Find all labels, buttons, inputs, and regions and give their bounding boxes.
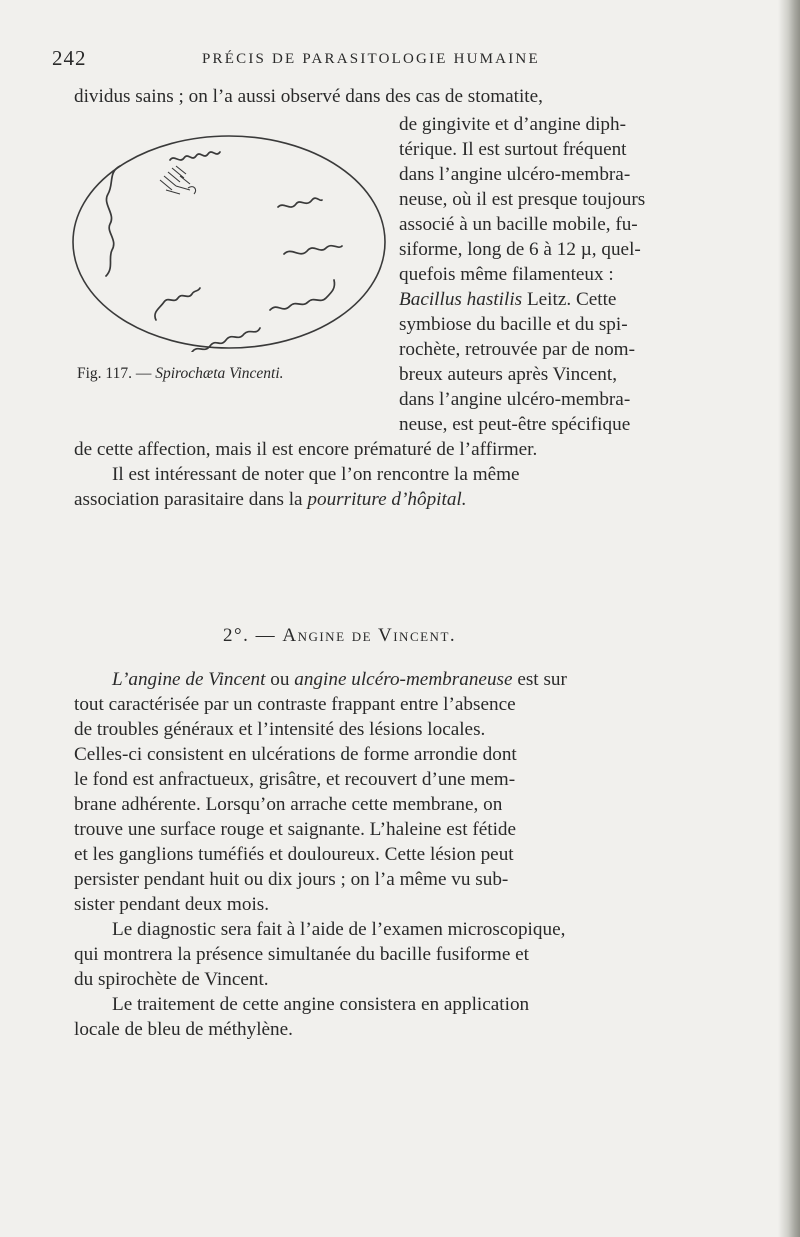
spirochete-middle-right xyxy=(284,246,342,254)
text-span: association parasitaire dans la xyxy=(74,489,308,510)
text-line: et les ganglions tuméfiés et douloureux. Cette lésion peut xyxy=(74,844,514,865)
page-edge-shadow xyxy=(778,0,800,1237)
text-line: locale de bleu de méthylène. xyxy=(74,1019,293,1040)
text-line: dividus sains ; on l’a aussi observé dans des cas de stomatite, xyxy=(74,86,543,107)
section-heading xyxy=(223,625,456,647)
text-line: de gingivite et d’angine diph- xyxy=(399,114,626,135)
spirochete-left xyxy=(155,288,200,320)
text-line: associé à un bacille mobile, fu- xyxy=(399,214,638,235)
text-line: persister pendant huit ou dix jours ; on l’a même vu sub- xyxy=(74,869,509,890)
text-line: dans l’angine ulcéro-membra- xyxy=(399,164,631,185)
text-line xyxy=(399,289,616,311)
figure-label: Fig. 117. — xyxy=(77,365,156,382)
text-line: Le traitement de cette angine consistera en application xyxy=(112,994,530,1015)
text-line: Il est intéressant de noter que l’on rencontre la même xyxy=(112,464,520,485)
bacteria-cluster xyxy=(160,166,196,194)
text-line: breux auteurs après Vincent, xyxy=(399,364,618,385)
spirochete-lower-middle xyxy=(270,280,335,310)
text-line: tout caractérisée par un contraste frappant entre l’absence xyxy=(74,694,516,715)
spirochete-upper-left xyxy=(106,166,120,276)
text-line: rochète, retrouvée par de nom- xyxy=(399,339,635,360)
text-line: neuse, où il est presque toujours xyxy=(399,189,646,210)
text-line: trouve une surface rouge et saignante. L’haleine est fétide xyxy=(74,819,517,840)
text-span: est sur xyxy=(512,669,567,690)
section-title-text: Angine de Vincent. xyxy=(282,625,457,646)
text-line: siforme, long de 6 à 12 µ, quel- xyxy=(399,239,641,260)
text-line: neuse, est peut-être spécifique xyxy=(399,414,631,435)
text-line: quefois même filamenteux : xyxy=(399,264,614,285)
text-line: de troubles généraux et l’intensité des lésions locales. xyxy=(74,719,486,740)
italic-term: L’angine de Vincent xyxy=(112,669,266,690)
text-span: ou xyxy=(265,669,295,690)
text-line xyxy=(112,669,567,691)
species-name: Bacillus hastilis xyxy=(399,289,523,310)
text-line: Celles-ci consistent en ulcérations de forme arrondie dont xyxy=(74,744,517,765)
running-title: PRÉCIS DE PARASITOLOGIE HUMAINE xyxy=(202,51,540,67)
text-line: térique. Il est surtout fréquent xyxy=(399,139,627,160)
spirochete-illustration xyxy=(70,132,388,352)
text-line: le fond est anfractueux, grisâtre, et recouvert d’une mem- xyxy=(74,769,516,790)
figure-species: Spirochæta Vincenti. xyxy=(155,365,284,382)
section-number: 2°. — xyxy=(223,625,283,646)
text-line xyxy=(74,489,467,511)
text-line: du spirochète de Vincent. xyxy=(74,969,269,990)
text-line: brane adhérente. Lorsqu’on arrache cette membrane, on xyxy=(74,794,503,815)
spirochete-top xyxy=(170,152,220,160)
spirochete-upper-right xyxy=(278,198,322,207)
text-line: symbiose du bacille et du spi- xyxy=(399,314,628,335)
figure-caption xyxy=(77,365,284,383)
italic-term: pourriture d’hôpital. xyxy=(307,489,467,510)
text-line: dans l’angine ulcéro-membra- xyxy=(399,389,631,410)
italic-term: angine ulcéro-membraneuse xyxy=(294,669,513,690)
page-number: 242 xyxy=(52,46,87,70)
text-line: sister pendant deux mois. xyxy=(74,894,270,915)
text-line: qui montrera la présence simultanée du bacille fusiforme et xyxy=(74,944,529,965)
microscope-field-outline xyxy=(73,136,385,348)
text-line: de cette affection, mais il est encore prématuré de l’affirmer. xyxy=(74,439,538,460)
text-span: Leitz. Cette xyxy=(522,289,617,310)
text-line: Le diagnostic sera fait à l’aide de l’examen microscopique, xyxy=(112,919,566,940)
